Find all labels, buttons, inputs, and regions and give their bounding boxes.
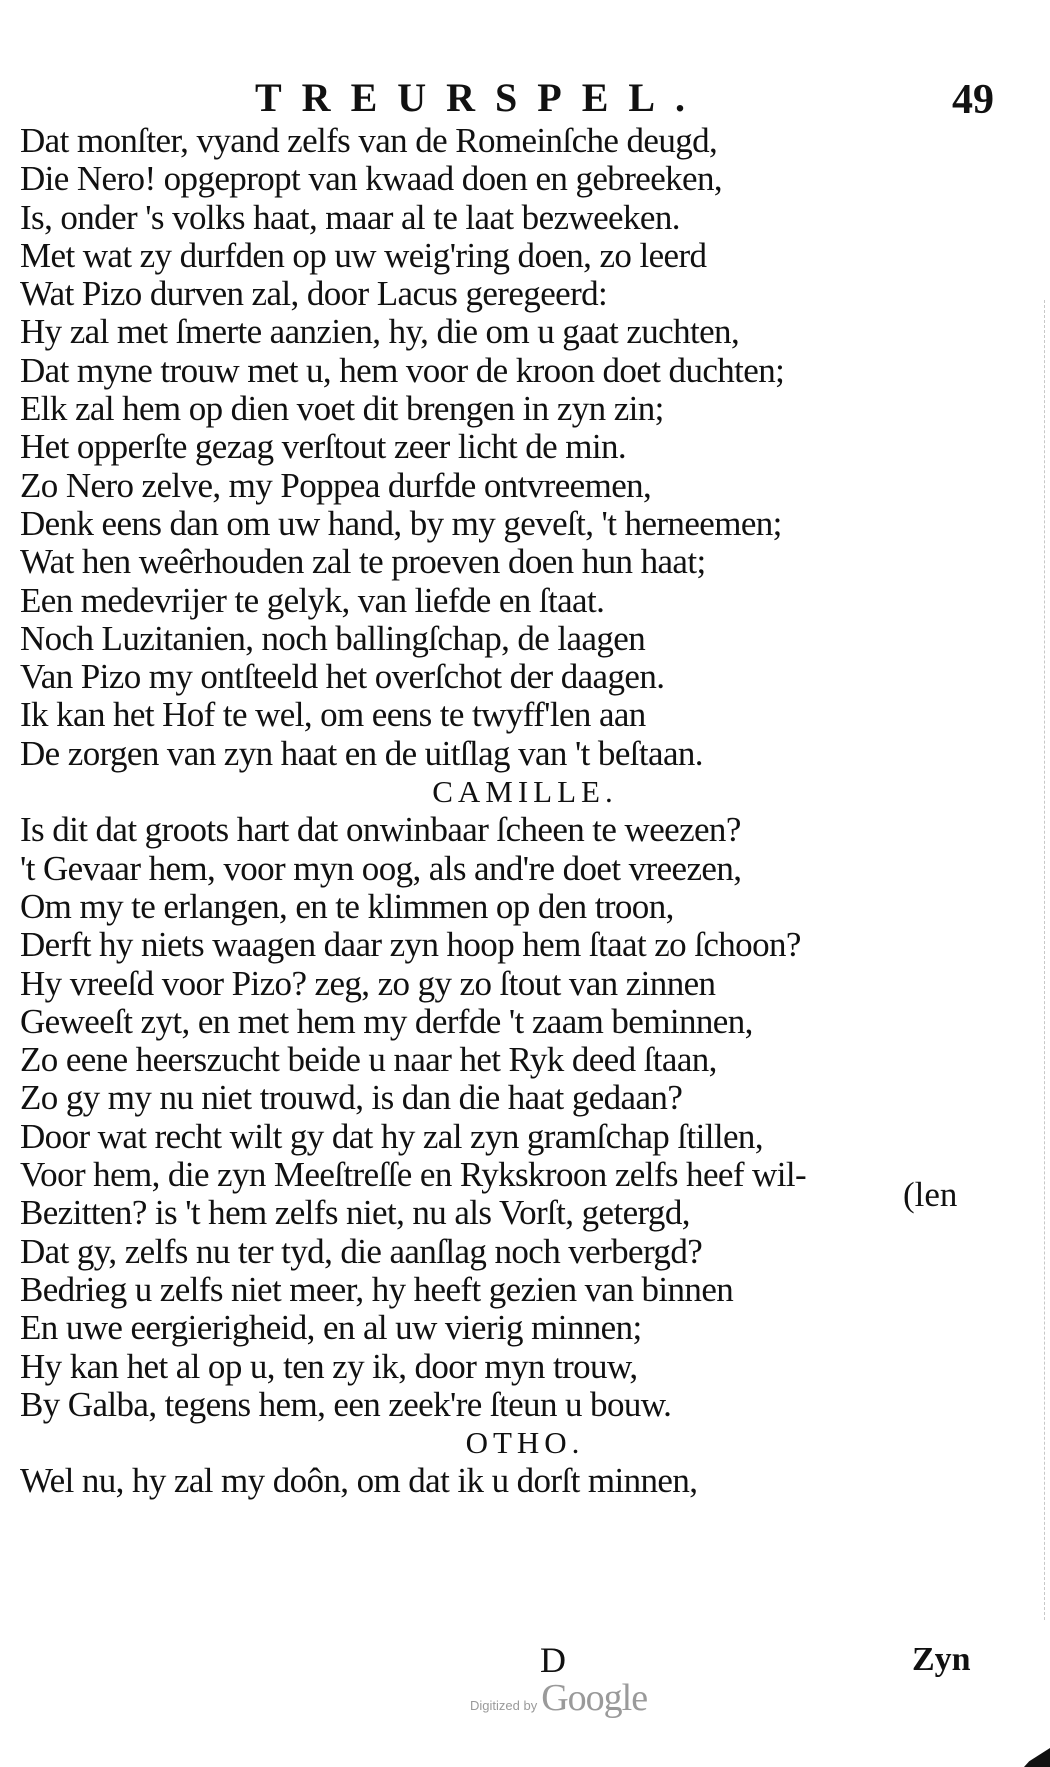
verse-line: Dat gy, zelfs nu ter tyd, die aanſlag noch verbergd? (20, 1231, 703, 1271)
verse-line: Dat monſter, vyand zelfs van de Romeinſche deugd, (20, 121, 718, 160)
verse-line: Is, onder 's volks haat, maar al te laat bezweeken. (20, 197, 680, 237)
verse-line: Voor hem, die zyn Meeſtreſſe en Rykskroon zelfs heef wil- (20, 1155, 807, 1195)
verse-line: Zo gy my nu niet trouwd, is dan die haat gedaan? (20, 1078, 683, 1118)
running-head (0, 68, 1050, 128)
verse-line: Van Pizo my ontſteeld het overſchot der daagen. (20, 657, 665, 697)
verse-line: Geweeſt zyt, en met hem my derfde 't zaam beminnen, (20, 1001, 753, 1041)
signature-mark: D (540, 1640, 566, 1680)
turnover-fragment: (len (903, 1175, 958, 1214)
verse-line: Derft hy niets waagen daar zyn hoop hem ſtaat zo ſchoon? (20, 925, 801, 965)
verse-line: Om my te erlangen, en te klimmen op den troon, (20, 886, 674, 926)
verse-line: Die Nero! opgepropt van kwaad doen en gebreeken, (20, 159, 723, 199)
running-head-title: TREURSPEL. (255, 75, 706, 120)
verse-line: Een medevrijer te gelyk, van liefde en ſtaat. (20, 580, 605, 620)
google-logo: Google (541, 1677, 648, 1719)
verse-line: Met wat zy durfden op uw weig'ring doen, zo leerd (20, 235, 707, 275)
verse-line: By Galba, tegens hem, een zeek're ſteun u bouw. (20, 1384, 672, 1424)
verse-line: Wat Pizo durven zal, door Lacus geregeerd: (20, 274, 608, 314)
verse-line: Het opperſte gezag verſtout zeer licht de min. (20, 427, 627, 467)
verse-line: Noch Luzitanien, noch ballingſchap, de laagen (20, 618, 646, 658)
verse-line: Denk eens dan om uw hand, by my geveſt, 't herneemen; (20, 503, 782, 543)
verse-line: Wel nu, hy zal my doôn, om dat ik u dorſt minnen, (20, 1461, 698, 1501)
digitized-by-watermark (470, 1676, 647, 1720)
verse-line: Zo Nero zelve, my Poppea durfde ontvreemen, (20, 465, 652, 505)
page-number: 49 (952, 77, 994, 123)
verse-line: Dat myne trouw met u, hem voor de kroon doet duchten; (20, 350, 785, 390)
verse-line: Hy kan het al op u, ten zy ik, door myn trouw, (20, 1346, 638, 1386)
text-body (20, 122, 1020, 1501)
verse-line: Wat hen weêrhouden zal te proeven doen hun haat; (20, 542, 706, 582)
speaker-heading-camille: CAMILLE. (432, 774, 618, 810)
catchword: Zyn (912, 1641, 971, 1678)
verse-line: Bezitten? is 't hem zelfs niet, nu als Vorſt, getergd, (20, 1193, 690, 1233)
verse-line: Is dit dat groots hart dat onwinbaar ſcheen te weezen? (20, 810, 741, 850)
page-edge-shadow (1044, 300, 1047, 1620)
speaker-heading-otho: OTHO. (465, 1425, 585, 1461)
ink-blot-decoration (1024, 1748, 1050, 1767)
verse-line: Hy zal met ſmerte aanzien, hy, die om u gaat zuchten, (20, 312, 740, 352)
verse-line: Ik kan het Hof te wel, om eens te twyff'len aan (20, 695, 646, 735)
verse-line: Bedrieg u zelfs niet meer, hy heeft gezien van binnen (20, 1269, 734, 1309)
watermark-prefix: Digitized by (470, 1698, 538, 1713)
verse-line: Hy vreeſd voor Pizo? zeg, zo gy zo ſtout van zinnen (20, 963, 716, 1003)
verse-line: Elk zal hem op dien voet dit brengen in zyn zin; (20, 389, 664, 429)
verse-line: En uwe eergierigheid, en al uw vierig minnen; (20, 1308, 642, 1348)
verse-line: 't Gevaar hem, voor myn oog, als and're doet vreezen, (20, 848, 742, 888)
verse-line: Door wat recht wilt gy dat hy zal zyn gramſchap ſtillen, (20, 1116, 763, 1156)
verse-line: De zorgen van zyn haat en de uitſlag van 't beſtaan. (20, 733, 703, 773)
verse-line: Zo eene heerszucht beide u naar het Ryk deed ſtaan, (20, 1040, 717, 1080)
